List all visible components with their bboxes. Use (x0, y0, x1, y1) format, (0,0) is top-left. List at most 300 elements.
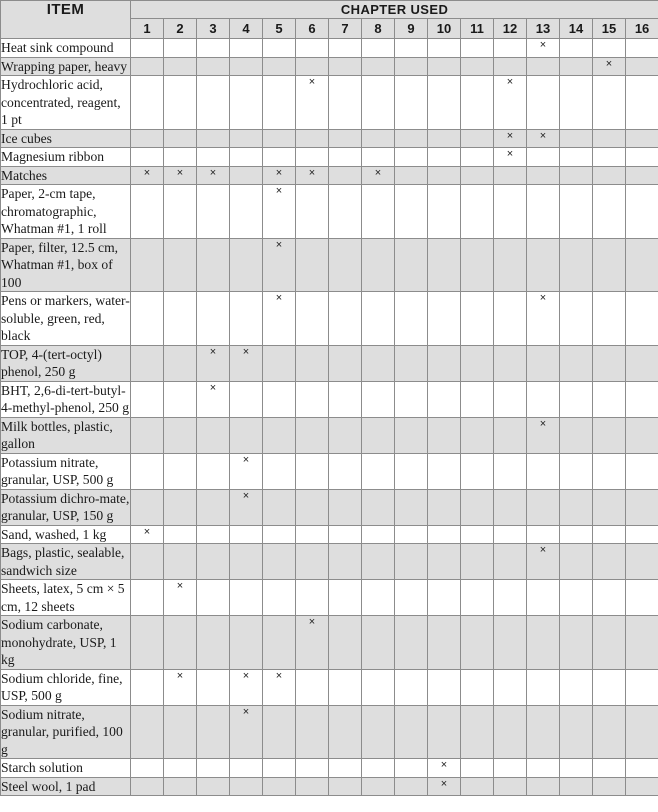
chapter-column-header-12: 12 (494, 19, 527, 39)
chapter-mark-cell-checked (197, 381, 230, 417)
item-name-cell: Paper, 2-cm tape, chromatographic, Whatman #1, 1 roll (1, 185, 131, 239)
chapter-mark-cell-checked (230, 705, 263, 759)
x-mark-icon: × (176, 669, 184, 682)
chapter-mark-cell-empty (329, 57, 362, 76)
chapter-mark-cell-empty (230, 525, 263, 544)
chapter-mark-cell-empty (593, 148, 626, 167)
chapter-mark-cell-empty (329, 705, 362, 759)
chapter-mark-cell-empty (494, 489, 527, 525)
chapter-mark-cell-empty (329, 39, 362, 58)
chapter-mark-cell-empty (263, 76, 296, 130)
item-name-cell: Wrapping paper, heavy (1, 57, 131, 76)
chapter-mark-cell-checked (263, 185, 296, 239)
chapter-mark-cell-empty (395, 57, 428, 76)
chapter-mark-cell-empty (461, 777, 494, 796)
chapter-mark-cell-empty (296, 238, 329, 292)
chapter-mark-cell-empty (626, 185, 658, 239)
item-name-cell: Bags, plastic, sealable, sandwich size (1, 544, 131, 580)
chapter-mark-cell-empty (494, 525, 527, 544)
chapter-mark-cell-empty (428, 185, 461, 239)
chapter-mark-cell-empty (362, 580, 395, 616)
chapter-mark-cell-empty (329, 238, 362, 292)
chapter-mark-cell-empty (329, 777, 362, 796)
chapter-mark-cell-checked (263, 166, 296, 185)
chapter-mark-cell-empty (329, 453, 362, 489)
chapter-mark-cell-empty (428, 489, 461, 525)
chapter-mark-cell-empty (197, 238, 230, 292)
chapter-mark-cell-empty (527, 57, 560, 76)
table-row (1, 669, 658, 705)
chapter-mark-cell-empty (362, 525, 395, 544)
chapter-mark-cell-empty (626, 129, 658, 148)
chapter-mark-cell-empty (626, 345, 658, 381)
item-name-cell: Sheets, latex, 5 cm × 5 cm, 12 sheets (1, 580, 131, 616)
x-mark-icon: × (275, 669, 283, 682)
chapter-mark-cell-empty (626, 238, 658, 292)
chapter-mark-cell-empty (527, 616, 560, 670)
chapter-column-header-14: 14 (560, 19, 593, 39)
chapter-mark-cell-empty (626, 705, 658, 759)
chapter-mark-cell-empty (263, 381, 296, 417)
chapter-mark-cell-empty (593, 381, 626, 417)
chapter-mark-cell-empty (626, 39, 658, 58)
chapter-mark-cell-empty (494, 777, 527, 796)
chapter-mark-cell-empty (296, 489, 329, 525)
x-mark-icon: × (242, 669, 250, 682)
chapter-mark-cell-empty (494, 345, 527, 381)
chapter-mark-cell-empty (296, 705, 329, 759)
table-row (1, 185, 658, 239)
chapter-mark-cell-empty (593, 39, 626, 58)
chapter-mark-cell-empty (263, 544, 296, 580)
chapter-mark-cell-empty (263, 489, 296, 525)
chapter-mark-cell-empty (560, 57, 593, 76)
chapter-mark-cell-empty (593, 417, 626, 453)
chapter-mark-cell-empty (395, 148, 428, 167)
table-row (1, 759, 658, 778)
item-name-cell: BHT, 2,6-di-tert-butyl-4-methyl-phenol, 250 g (1, 382, 129, 415)
chapter-mark-cell-empty (230, 292, 263, 346)
chapter-mark-cell-empty (329, 345, 362, 381)
chapter-mark-cell-empty (461, 292, 494, 346)
chapter-mark-cell-empty (593, 705, 626, 759)
chapter-mark-cell-checked (494, 76, 527, 130)
x-mark-icon: × (209, 166, 217, 179)
item-name-cell: Steel wool, 1 pad (1, 777, 131, 796)
chapter-mark-cell-empty (560, 39, 593, 58)
chapter-mark-cell-empty (593, 580, 626, 616)
table-row (1, 777, 658, 796)
table-row (1, 453, 658, 489)
chapter-mark-cell-empty (131, 381, 164, 417)
chapter-mark-cell-empty (560, 292, 593, 346)
chapter-mark-cell-empty (626, 580, 658, 616)
x-mark-icon: × (308, 76, 316, 88)
chapter-mark-cell-empty (164, 76, 197, 130)
table-header (1, 1, 658, 39)
x-mark-icon: × (308, 166, 316, 179)
chapter-mark-cell-empty (626, 166, 658, 185)
item-name-cell: Sodium nitrate, granular, purified, 100 g (1, 705, 131, 759)
chapter-mark-cell-empty (395, 453, 428, 489)
chapter-mark-cell-empty (461, 166, 494, 185)
item-name-cell: Ice cubes (1, 129, 131, 148)
chapter-mark-cell-empty (263, 705, 296, 759)
chapter-mark-cell-empty (395, 544, 428, 580)
chapter-mark-cell-empty (461, 759, 494, 778)
chapter-mark-cell-empty (527, 76, 560, 130)
chapter-mark-cell-empty (164, 525, 197, 544)
chapter-mark-cell-empty (131, 544, 164, 580)
chapter-mark-cell-empty (395, 76, 428, 130)
chapter-mark-cell-checked (230, 345, 263, 381)
chapter-mark-cell-empty (560, 148, 593, 167)
chapter-mark-cell-empty (395, 345, 428, 381)
chapter-mark-cell-empty (527, 185, 560, 239)
chapter-mark-cell-empty (296, 544, 329, 580)
chapter-mark-cell-empty (131, 57, 164, 76)
chapter-mark-cell-empty (131, 39, 164, 58)
chapter-mark-cell-empty (131, 616, 164, 670)
table-row (1, 166, 658, 185)
x-mark-icon: × (539, 417, 547, 430)
chapter-mark-cell-empty (626, 759, 658, 778)
x-mark-icon: × (209, 381, 217, 394)
chapter-mark-cell-empty (527, 345, 560, 381)
chapter-mark-cell-empty (329, 417, 362, 453)
chapter-mark-cell-empty (395, 381, 428, 417)
item-name-cell: Magnesium ribbon (1, 148, 131, 167)
chapter-mark-cell-empty (362, 705, 395, 759)
chapter-mark-cell-empty (296, 381, 329, 417)
chapter-mark-cell-empty (560, 76, 593, 130)
chapter-mark-cell-empty (164, 381, 197, 417)
chapter-mark-cell-empty (164, 185, 197, 239)
x-mark-icon: × (539, 544, 547, 556)
chapter-mark-cell-empty (131, 129, 164, 148)
x-mark-icon: × (242, 345, 250, 358)
chapter-mark-cell-empty (362, 345, 395, 381)
chapter-mark-cell-empty (461, 580, 494, 616)
chapter-mark-cell-empty (395, 525, 428, 544)
chapter-mark-cell-empty (395, 417, 428, 453)
chapter-mark-cell-empty (197, 185, 230, 239)
chapter-mark-cell-empty (296, 525, 329, 544)
chapter-mark-cell-empty (164, 616, 197, 670)
chapter-mark-cell-empty (560, 544, 593, 580)
chapter-mark-cell-empty (329, 669, 362, 705)
chapter-mark-cell-empty (461, 185, 494, 239)
chapter-mark-cell-empty (362, 489, 395, 525)
chapter-mark-cell-empty (461, 39, 494, 58)
chapter-mark-cell-empty (461, 705, 494, 759)
chapter-mark-cell-checked (428, 777, 461, 796)
chapter-mark-cell-empty (296, 759, 329, 778)
chapter-mark-cell-empty (362, 148, 395, 167)
chapter-mark-cell-empty (395, 759, 428, 778)
chapter-mark-cell-empty (593, 292, 626, 346)
chapter-mark-cell-checked (197, 166, 230, 185)
chapter-mark-cell-checked (527, 544, 560, 580)
chapter-mark-cell-empty (560, 453, 593, 489)
chapter-mark-cell-empty (230, 166, 263, 185)
chapter-mark-cell-empty (362, 381, 395, 417)
chapter-mark-cell-empty (296, 417, 329, 453)
chapter-mark-cell-empty (230, 185, 263, 239)
chapter-mark-cell-empty (230, 39, 263, 58)
x-mark-icon: × (308, 616, 316, 628)
chapter-mark-cell-empty (296, 39, 329, 58)
chapter-mark-cell-empty (395, 580, 428, 616)
chapter-column-header-5: 5 (263, 19, 296, 39)
item-name-cell: Potassium dichro-mate, granular, USP, 150 g (1, 490, 130, 523)
chapter-mark-cell-empty (362, 292, 395, 346)
chapter-mark-cell-empty (461, 238, 494, 292)
chapter-mark-cell-empty (527, 669, 560, 705)
x-mark-icon: × (506, 76, 514, 88)
chapter-mark-cell-empty (263, 525, 296, 544)
chapter-mark-cell-empty (296, 57, 329, 76)
chapter-mark-cell-empty (527, 759, 560, 778)
table-row (1, 238, 658, 292)
chapter-mark-cell-checked (263, 669, 296, 705)
chapter-mark-cell-empty (626, 57, 658, 76)
chapter-mark-cell-empty (494, 292, 527, 346)
chapter-mark-cell-empty (131, 238, 164, 292)
table-row (1, 345, 658, 381)
chapter-mark-cell-empty (197, 669, 230, 705)
table-body (1, 39, 658, 796)
chapter-mark-cell-empty (593, 345, 626, 381)
chapter-mark-cell-empty (395, 669, 428, 705)
item-column-header: ITEM (1, 1, 131, 39)
chapter-mark-cell-empty (593, 166, 626, 185)
chapter-column-header-9: 9 (395, 19, 428, 39)
chapter-mark-cell-empty (263, 148, 296, 167)
chapter-mark-cell-empty (296, 345, 329, 381)
chapter-mark-cell-empty (131, 705, 164, 759)
chapter-mark-cell-empty (593, 76, 626, 130)
chapter-mark-cell-empty (329, 76, 362, 130)
chapter-mark-cell-empty (131, 669, 164, 705)
chapter-mark-cell-empty (197, 57, 230, 76)
chapter-mark-cell-empty (494, 544, 527, 580)
chapter-mark-cell-empty (560, 238, 593, 292)
chapter-mark-cell-empty (296, 292, 329, 346)
x-mark-icon: × (506, 148, 514, 160)
chapter-mark-cell-empty (428, 238, 461, 292)
chapter-mark-cell-empty (626, 489, 658, 525)
x-mark-icon: × (605, 57, 613, 70)
chapter-mark-cell-empty (461, 544, 494, 580)
chapter-mark-cell-empty (428, 669, 461, 705)
chapter-mark-cell-empty (164, 453, 197, 489)
chapter-mark-cell-empty (560, 759, 593, 778)
x-mark-icon: × (275, 166, 283, 179)
chapter-mark-cell-empty (362, 76, 395, 130)
chapter-mark-cell-empty (428, 453, 461, 489)
chapter-mark-cell-empty (626, 616, 658, 670)
item-name-cell: Starch solution (1, 759, 131, 778)
chapter-mark-cell-empty (560, 129, 593, 148)
chapter-mark-cell-empty (263, 57, 296, 76)
chapter-mark-cell-empty (461, 57, 494, 76)
chapter-mark-cell-empty (164, 148, 197, 167)
chapter-column-header-13: 13 (527, 19, 560, 39)
chapter-mark-cell-empty (230, 759, 263, 778)
table-row (1, 148, 658, 167)
chapter-mark-cell-empty (527, 148, 560, 167)
chapter-column-header-1: 1 (131, 19, 164, 39)
chapter-mark-cell-empty (494, 453, 527, 489)
chapter-mark-cell-empty (230, 616, 263, 670)
chapter-mark-cell-empty (263, 580, 296, 616)
chapter-mark-cell-empty (263, 417, 296, 453)
chapter-mark-cell-checked (428, 759, 461, 778)
chapter-mark-cell-empty (428, 705, 461, 759)
chapter-mark-cell-empty (362, 759, 395, 778)
chapter-mark-cell-empty (263, 345, 296, 381)
chapter-mark-cell-checked (527, 39, 560, 58)
x-mark-icon: × (539, 39, 547, 51)
chapter-mark-cell-empty (461, 148, 494, 167)
chapter-mark-cell-empty (593, 489, 626, 525)
chapter-mark-cell-empty (329, 148, 362, 167)
chapter-mark-cell-empty (626, 544, 658, 580)
chapter-mark-cell-empty (197, 544, 230, 580)
chapter-mark-cell-empty (593, 525, 626, 544)
table-row (1, 129, 658, 148)
chapter-mark-cell-empty (197, 580, 230, 616)
chapter-mark-cell-empty (329, 544, 362, 580)
chapter-mark-cell-empty (362, 777, 395, 796)
chapter-mark-cell-empty (197, 705, 230, 759)
chapter-mark-cell-empty (263, 777, 296, 796)
x-mark-icon: × (143, 525, 151, 538)
chapter-mark-cell-empty (395, 489, 428, 525)
chapter-mark-cell-empty (527, 777, 560, 796)
chapter-mark-cell-empty (461, 129, 494, 148)
chapter-mark-cell-empty (362, 57, 395, 76)
chapter-mark-cell-empty (296, 148, 329, 167)
chapter-mark-cell-empty (494, 238, 527, 292)
chapter-mark-cell-empty (395, 777, 428, 796)
chapter-mark-cell-empty (362, 453, 395, 489)
chapter-mark-cell-empty (428, 129, 461, 148)
chapter-mark-cell-empty (197, 616, 230, 670)
chapter-mark-cell-empty (230, 129, 263, 148)
table-row (1, 57, 658, 76)
chapter-mark-cell-checked (131, 166, 164, 185)
chapter-mark-cell-empty (626, 417, 658, 453)
chapter-column-header-15: 15 (593, 19, 626, 39)
x-mark-icon: × (143, 166, 151, 179)
chapter-mark-cell-empty (197, 759, 230, 778)
chapter-mark-cell-empty (593, 129, 626, 148)
chapter-mark-cell-empty (494, 57, 527, 76)
chapter-mark-cell-empty (131, 777, 164, 796)
item-name-cell: TOP, 4-(tert-octyl) phenol, 250 g (1, 345, 131, 381)
chapter-mark-cell-empty (329, 166, 362, 185)
item-name-cell: Potassium nitrate, granular, USP, 500 g (1, 453, 131, 489)
chapter-mark-cell-empty (428, 616, 461, 670)
chapter-column-header-3: 3 (197, 19, 230, 39)
chapter-mark-cell-checked (527, 129, 560, 148)
chapter-column-header-2: 2 (164, 19, 197, 39)
chapter-mark-cell-empty (626, 76, 658, 130)
chapter-mark-cell-empty (329, 525, 362, 544)
chapter-column-header-16: 16 (626, 19, 658, 39)
chapter-mark-cell-empty (230, 417, 263, 453)
chapter-mark-cell-empty (428, 39, 461, 58)
chapter-mark-cell-empty (131, 580, 164, 616)
chapter-mark-cell-empty (197, 777, 230, 796)
chapter-mark-cell-empty (329, 129, 362, 148)
table-row (1, 580, 658, 616)
chapter-mark-cell-empty (461, 669, 494, 705)
chapter-mark-cell-empty (428, 166, 461, 185)
chapter-mark-cell-empty (164, 489, 197, 525)
chapter-mark-cell-empty (461, 76, 494, 130)
chapter-mark-cell-empty (527, 489, 560, 525)
chapter-mark-cell-empty (428, 345, 461, 381)
chapter-mark-cell-empty (197, 148, 230, 167)
chapter-mark-cell-empty (296, 777, 329, 796)
table-row (1, 417, 658, 453)
chapter-mark-cell-checked (527, 292, 560, 346)
chapter-mark-cell-empty (164, 544, 197, 580)
chapter-mark-cell-empty (527, 525, 560, 544)
chapter-mark-cell-empty (428, 76, 461, 130)
chapter-mark-cell-empty (362, 238, 395, 292)
chapter-mark-cell-checked (494, 129, 527, 148)
chapter-mark-cell-empty (263, 129, 296, 148)
x-mark-icon: × (539, 292, 547, 304)
chapter-mark-cell-empty (362, 39, 395, 58)
chapter-mark-cell-empty (197, 453, 230, 489)
chapter-mark-cell-checked (593, 57, 626, 76)
chapter-mark-cell-empty (626, 292, 658, 346)
chapter-mark-cell-empty (560, 345, 593, 381)
chapter-mark-cell-empty (131, 185, 164, 239)
chapter-mark-cell-empty (395, 705, 428, 759)
chapter-mark-cell-empty (329, 489, 362, 525)
chapter-mark-cell-checked (527, 417, 560, 453)
chapter-mark-cell-empty (296, 580, 329, 616)
chapter-mark-cell-checked (230, 453, 263, 489)
chapter-mark-cell-empty (164, 39, 197, 58)
item-name-cell: Paper, filter, 12.5 cm, Whatman #1, box of 100 (1, 238, 131, 292)
chapter-mark-cell-empty (560, 669, 593, 705)
chapter-mark-cell-checked (263, 238, 296, 292)
header-row-group (1, 1, 658, 19)
chapter-mark-cell-empty (164, 57, 197, 76)
chapter-mark-cell-empty (593, 453, 626, 489)
item-name-cell: Sodium carbonate, monohydrate, USP, 1 kg (1, 616, 131, 670)
chapter-mark-cell-empty (626, 777, 658, 796)
chapter-mark-cell-empty (626, 381, 658, 417)
chapter-mark-cell-empty (131, 292, 164, 346)
chapter-mark-cell-empty (263, 616, 296, 670)
chapter-mark-cell-empty (230, 76, 263, 130)
chapter-mark-cell-empty (527, 166, 560, 185)
chapter-mark-cell-empty (461, 453, 494, 489)
chapter-mark-cell-empty (362, 185, 395, 239)
chapter-mark-cell-checked (131, 525, 164, 544)
item-name-cell: Pens or markers, water-soluble, green, red, black (1, 293, 130, 343)
chapter-mark-cell-empty (626, 669, 658, 705)
chapter-mark-cell-empty (230, 777, 263, 796)
